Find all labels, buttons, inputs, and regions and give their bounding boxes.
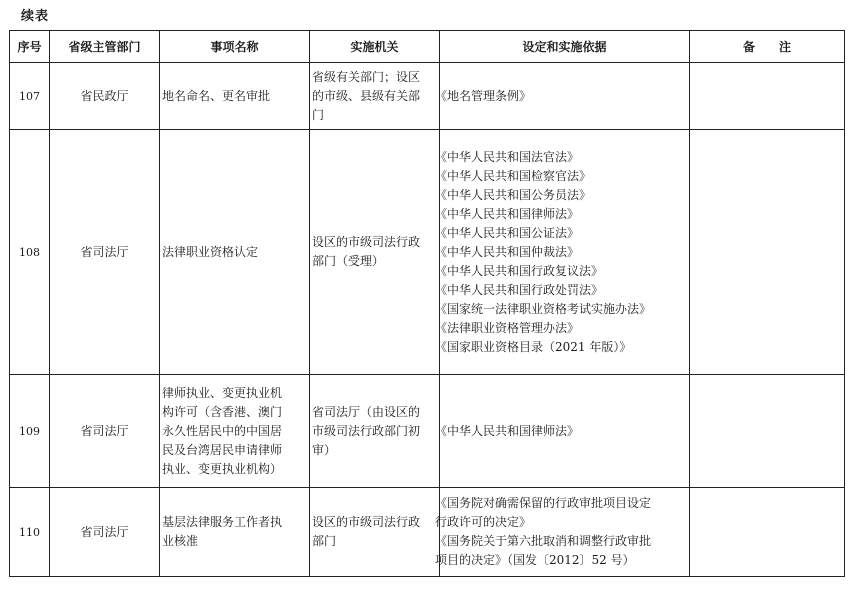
- header-item: 事项名称: [160, 31, 310, 63]
- cell-basis: [435, 63, 690, 130]
- item-line: 法律职业资格认定: [162, 244, 259, 259]
- basis-line: 《中华人民共和国公务员法》: [435, 187, 592, 202]
- item-line: 永久性居民中的中国居: [162, 423, 283, 438]
- cell-agency: [310, 63, 440, 130]
- table-row: [10, 375, 845, 488]
- basis-line: 《中华人民共和国行政处罚法》: [435, 282, 604, 297]
- cell-remark: [690, 488, 845, 577]
- header-basis: 设定和实施依据: [440, 31, 690, 63]
- cell-remark: [690, 375, 845, 488]
- basis-line: 项目的决定》（国发〔2012〕52 号）: [435, 553, 635, 567]
- cell-dept: 省司法厅: [50, 375, 160, 488]
- agency-line: 部门（受理）: [312, 254, 385, 268]
- cell-seq: 108: [10, 130, 50, 375]
- cell-basis: [435, 488, 690, 577]
- item-line: 业核准: [162, 534, 199, 548]
- cell-remark: [690, 63, 845, 130]
- cell-item: [160, 375, 310, 488]
- basis-line: 《地名管理条例》: [435, 88, 532, 103]
- cell-item: [160, 130, 310, 375]
- header-dept: 省级主管部门: [50, 31, 160, 63]
- cell-seq: 107: [10, 63, 50, 130]
- agency-line: 的市级、县级有关部: [312, 88, 421, 103]
- basis-line: 《中华人民共和国公证法》: [435, 225, 580, 240]
- cell-dept: 省司法厅: [50, 130, 160, 375]
- agency-line: 部门: [312, 534, 337, 548]
- agency-line: 审）: [312, 442, 337, 457]
- basis-line: 《中华人民共和国检察官法》: [435, 168, 592, 183]
- cell-item: [160, 63, 310, 130]
- item-line: 基层法律服务工作者执: [162, 515, 283, 529]
- item-line: 地名命名、更名审批: [162, 88, 271, 103]
- table-row: [10, 130, 845, 375]
- table-row: [10, 63, 845, 130]
- agency-line: 市级司法行政部门初: [312, 423, 421, 438]
- header-agency: 实施机关: [310, 31, 440, 63]
- cell-dept: 省司法厅: [50, 488, 160, 577]
- table-caption: 续表: [21, 9, 50, 24]
- basis-line: 《国务院对确需保留的行政审批项目设定: [435, 496, 652, 510]
- basis-line: 《中华人民共和国法官法》: [435, 149, 580, 164]
- basis-line: 《国家职业资格目录（2021 年版）》: [435, 339, 632, 354]
- cell-basis: [435, 375, 690, 488]
- basis-line: 行政许可的决定》: [435, 515, 532, 529]
- agency-line: 设区的市级司法行政: [312, 515, 421, 529]
- agency-line: 门: [312, 107, 325, 122]
- cell-agency: [310, 488, 440, 577]
- cell-item: [160, 488, 310, 577]
- table-header-row: [10, 31, 845, 63]
- basis-line: 《国务院关于第六批取消和调整行政审批: [435, 534, 652, 548]
- item-line: 律师执业、变更执业机: [162, 385, 283, 400]
- item-line: 民及台湾居民申请律师: [162, 442, 283, 457]
- agency-line: 省级有关部门；设区: [312, 69, 421, 84]
- item-line: 构许可（含香港、澳门: [162, 404, 283, 419]
- cell-basis: [435, 130, 690, 375]
- cell-seq: 109: [10, 375, 50, 488]
- cell-agency: [310, 375, 440, 488]
- approval-items-table: [9, 30, 845, 577]
- table-row: [10, 488, 845, 577]
- cell-seq: 110: [10, 488, 50, 577]
- basis-line: 《法律职业资格管理办法》: [435, 320, 580, 335]
- item-line: 执业、变更执业机构）: [162, 461, 283, 476]
- header-remark: 备 注: [690, 31, 845, 63]
- basis-line: 《国家统一法律职业资格考试实施办法》: [435, 301, 652, 316]
- basis-line: 《中华人民共和国行政复议法》: [435, 263, 604, 278]
- basis-line: 《中华人民共和国律师法》: [435, 423, 580, 438]
- basis-line: 《中华人民共和国仲裁法》: [435, 244, 580, 259]
- basis-line: 《中华人民共和国律师法》: [435, 206, 580, 221]
- cell-agency: [310, 130, 440, 375]
- agency-line: 设区的市级司法行政: [312, 235, 421, 249]
- cell-dept: 省民政厅: [50, 63, 160, 130]
- agency-line: 省司法厅（由设区的: [312, 404, 421, 419]
- header-seq: 序号: [10, 31, 50, 63]
- cell-remark: [690, 130, 845, 375]
